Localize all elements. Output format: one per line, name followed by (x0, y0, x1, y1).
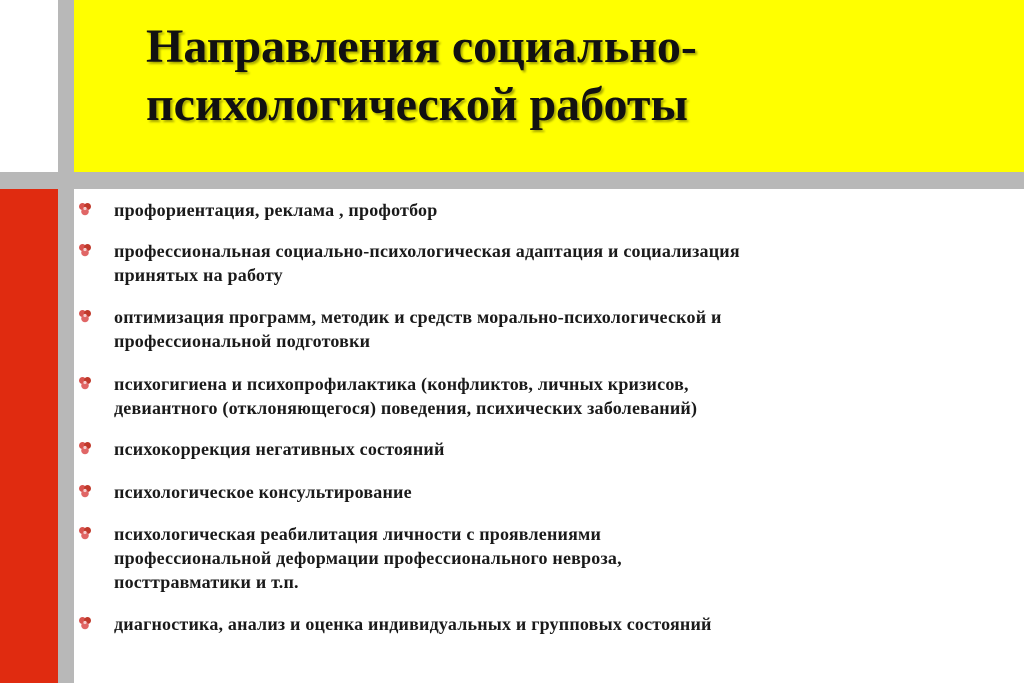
flower-bullet-icon (78, 309, 92, 323)
list-item-text: психологическое консультирование (114, 482, 412, 502)
list-item-text: психологическая реабилитация личности с проявлениями профессиональной деформации профессионального невроза, посттравматики и т.п. (114, 524, 622, 592)
flower-bullet-icon (78, 484, 92, 498)
list-item-text: диагностика, анализ и оценка индивидуальных и групповых состояний (114, 614, 712, 634)
horizontal-divider-bar (0, 172, 1024, 189)
flower-bullet-icon (78, 376, 92, 390)
vertical-divider-bar (58, 0, 74, 683)
list-item-text: психогигиена и психопрофилактика (конфликтов, личных кризисов, девиантного (отклоняющегося) поведения, психических заболеваний) (114, 374, 698, 418)
left-white-block (0, 0, 58, 172)
flower-bullet-icon (78, 526, 92, 540)
flower-bullet-icon (78, 243, 92, 257)
flower-bullet-icon (78, 202, 92, 216)
list-item (78, 437, 944, 461)
list-item-text: оптимизация программ, методик и средств морально-психологической и профессиональной подготовки (114, 307, 722, 351)
slide-title: Направления социально- психологической работы (146, 20, 697, 131)
list-item (78, 612, 944, 636)
list-item (78, 198, 944, 222)
list-item (78, 480, 944, 504)
list-item-text: профессиональная социально-психологическая адаптация и социализация принятых на работу (114, 241, 740, 285)
left-red-accent-bar (0, 189, 58, 683)
list-item-text: профориентация, реклама , профотбор (114, 200, 438, 220)
list-item (78, 239, 944, 287)
list-item (78, 522, 944, 594)
list-item (78, 372, 944, 420)
flower-bullet-icon (78, 616, 92, 630)
list-item-text: психокоррекция негативных состояний (114, 439, 445, 459)
flower-bullet-icon (78, 441, 92, 455)
list-item (78, 305, 944, 353)
